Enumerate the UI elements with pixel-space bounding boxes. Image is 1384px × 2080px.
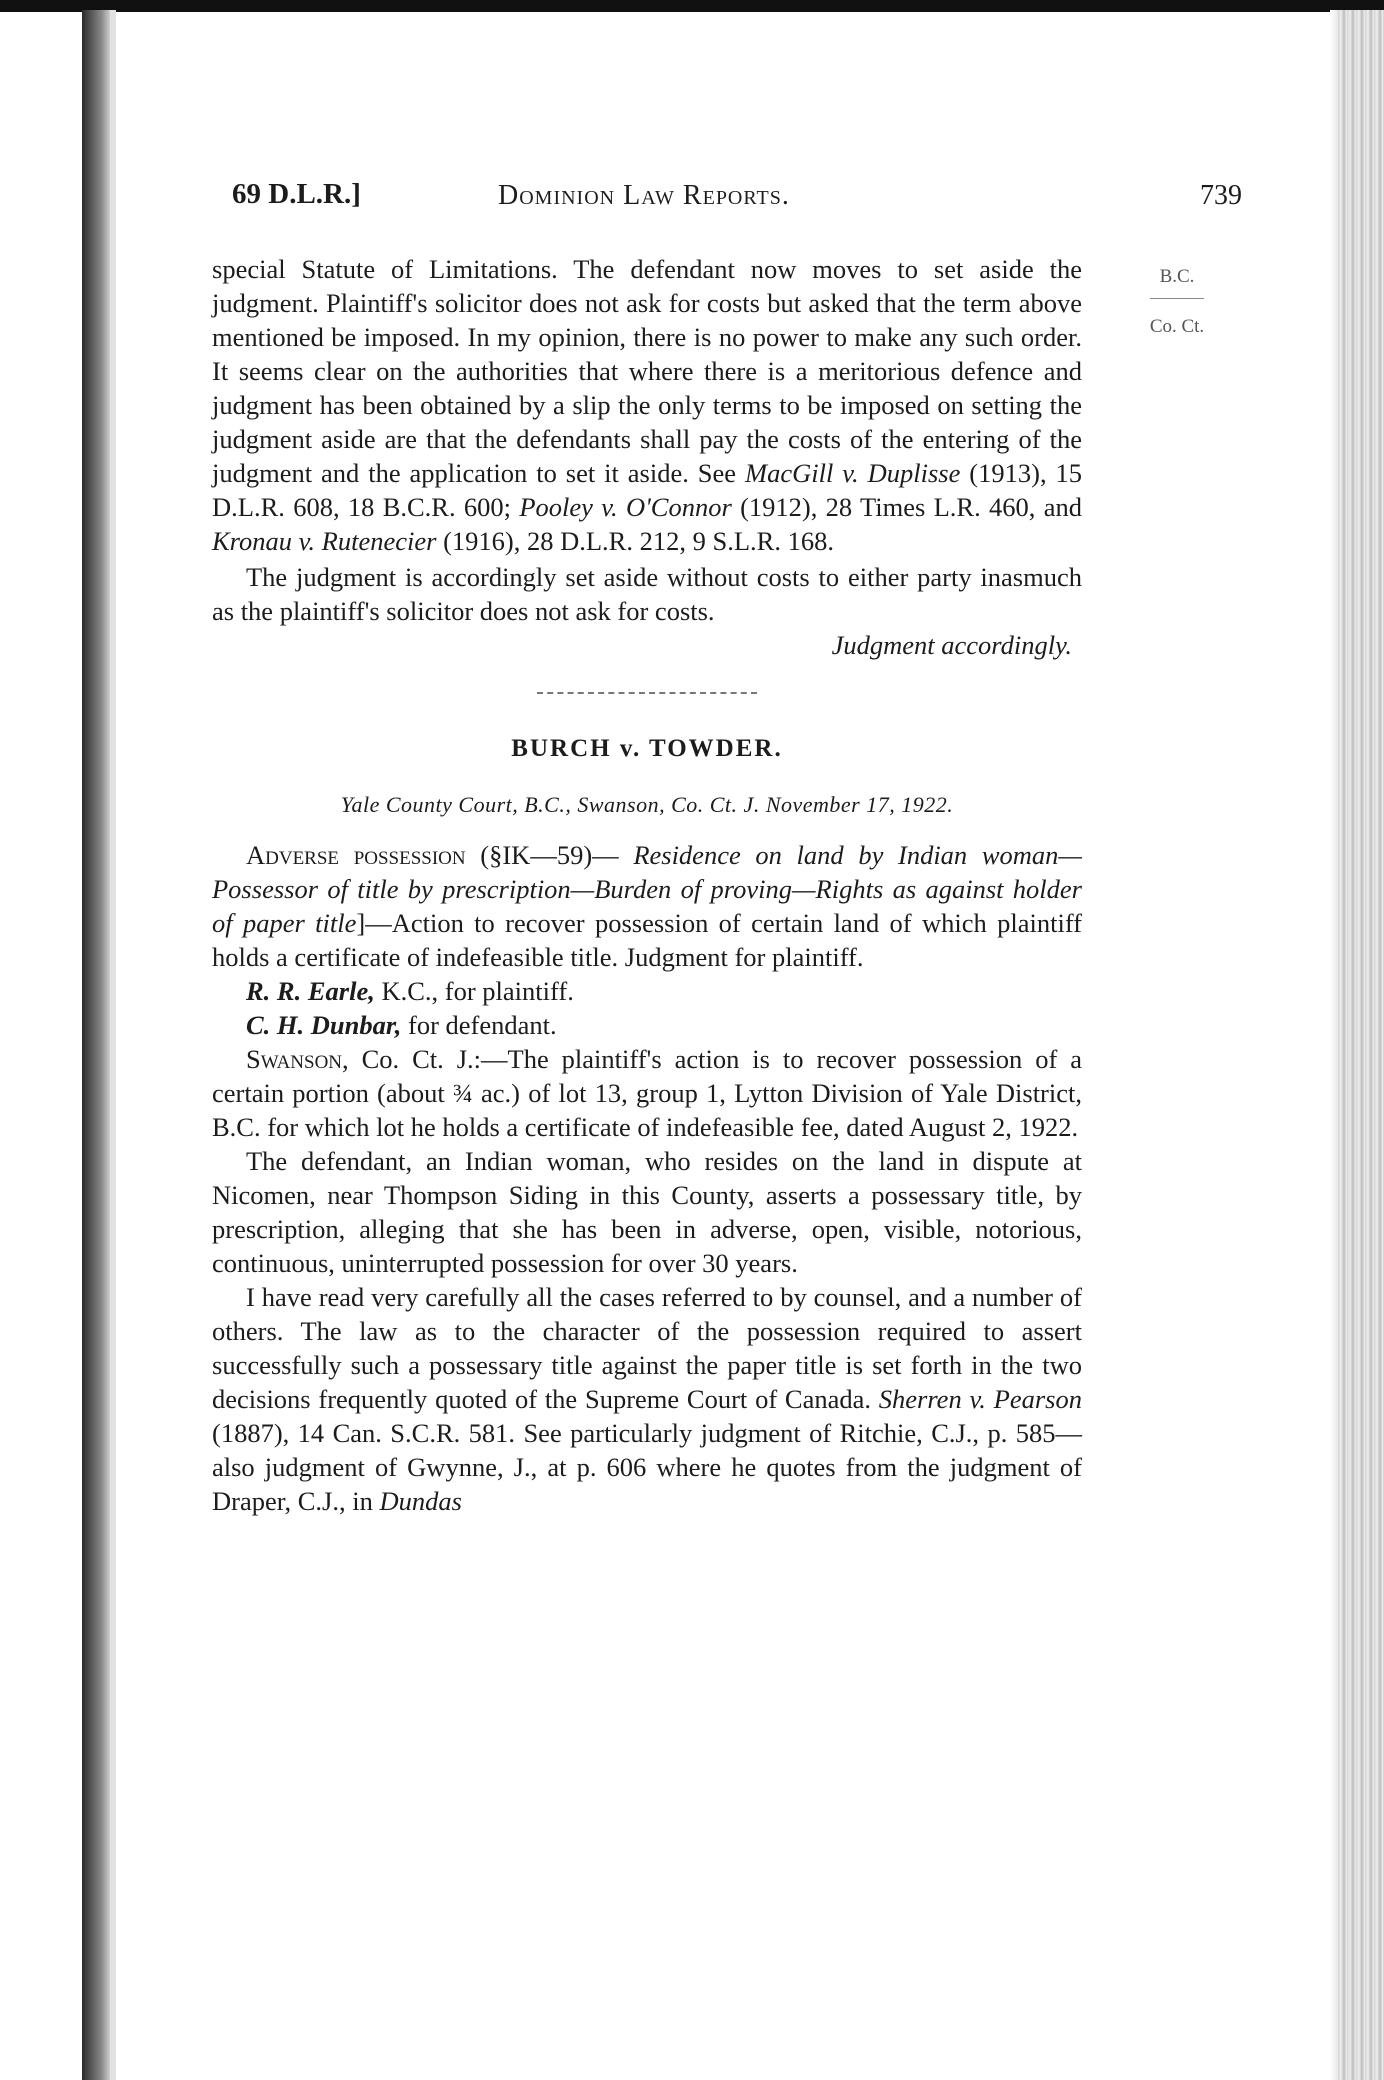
case-separator xyxy=(537,692,757,694)
running-header xyxy=(0,178,1384,228)
page-body xyxy=(212,252,1082,1518)
citation-case-name: Kronau v. Rutenecier xyxy=(212,526,437,556)
scan-page-edges xyxy=(1338,10,1384,2080)
page-number: 739 xyxy=(1200,180,1242,211)
citation-case-name: MacGill v. Duplisse xyxy=(745,458,961,488)
citation-case-name: Sherren v. Pearson xyxy=(878,1384,1082,1414)
prev-case-paragraph xyxy=(212,252,1082,558)
citation-case-name: Dundas xyxy=(379,1486,462,1516)
citation-reference: (1913), 15 D.L.R. 608, 18 B.C.R. 600; xyxy=(212,458,1083,522)
headnote-section: (§IK—59)— xyxy=(465,840,634,870)
scan-page-edge-shadow xyxy=(1330,10,1338,2080)
prev-case-conclusion: The judgment is accordingly set aside without costs to either party inasmuch as the plaintiff's solicitor does not ask for costs. xyxy=(212,562,1082,626)
margin-note-court: Co. Ct. xyxy=(1149,316,1205,337)
judgment-text: (1887), 14 Can. S.C.R. 581. See particularly judgment of Ritchie, C.J., p. 585—also judgment of Gwynne, J., at p. 606 where he quotes from the judgment of Draper, C.J., in xyxy=(212,1418,1082,1516)
judgment-paragraph-defendant: The defendant, an Indian woman, who resides on the land in dispute at Nicomen, near Thompson Siding in this County, asserts a possessary title, by prescription, alleging that she has been in adverse, open, visible, notorious, continuous, uninterrupted possession for over 30 years. xyxy=(212,1146,1082,1278)
counsel-role: for defendant. xyxy=(401,1010,557,1040)
judgment-paragraph-authorities xyxy=(212,1280,1082,1518)
volume-reference: 69 D.L.R.] xyxy=(232,178,361,210)
court-line: Yale County Court, B.C., Swanson, Co. Ct. J. November 17, 1922. xyxy=(340,792,954,817)
counsel-defendant xyxy=(212,1008,1082,1042)
disposition: Judgment accordingly. xyxy=(831,630,1072,660)
scan-top-edge xyxy=(0,0,1384,12)
counsel-name: R. R. Earle, xyxy=(246,976,375,1006)
citation-reference: (1912), 28 Times L.R. 460, and xyxy=(731,492,1082,522)
headnote xyxy=(212,838,1082,974)
counsel-plaintiff xyxy=(212,974,1082,1008)
margin-note-rule xyxy=(1150,298,1204,299)
judgment-opening xyxy=(212,1042,1082,1144)
citation-reference: (1916), 28 D.L.R. 212, 9 S.L.R. 168. xyxy=(436,526,834,556)
case-title: BURCH v. TOWDER. xyxy=(511,735,783,762)
scan-binding-highlight xyxy=(110,10,116,2080)
headnote-catchwords: Residence on land by Indian woman—Possessor of title by prescription—Burden of proving—Rights as against holder of paper title xyxy=(212,840,1082,938)
scan-binding-shadow xyxy=(82,10,110,2080)
counsel-role: K.C., for plaintiff. xyxy=(374,976,574,1006)
prev-case-text: special Statute of Limitations. The defendant now moves to set aside the judgment. Plaintiff's solicitor does not ask for costs but asked that the term above mentioned be imposed. In my opinion, there is no power to make any such order. It seems clear on the authorities that where there is a meritorious defence and judgment has been obtained by a slip the only terms to be imposed on setting the judgment aside are that the defendants shall pay the costs of the entering of the judgment and the application to set it aside. See xyxy=(212,254,1082,488)
counsel-name: C. H. Dunbar, xyxy=(246,1010,402,1040)
judge-name: Swanson, xyxy=(246,1044,349,1074)
citation-case-name: Pooley v. O'Connor xyxy=(519,492,732,522)
margin-note-jurisdiction: B.C. xyxy=(1159,266,1195,287)
headnote-topic: Adverse possession xyxy=(246,840,466,870)
headnote-summary: ]—Action to recover possession of certain land of which plaintiff holds a certificate of indefeasible title. Judgment for plaintiff. xyxy=(212,908,1082,972)
reporter-title: Dominion Law Reports. xyxy=(498,180,790,211)
judgment-text: Co. Ct. J.:—The plaintiff's action is to recover possession of a certain portion (about ¾ ac.) of lot 13, group 1, Lytton Division of Yale District, B.C. for which lot he holds a certificate of indefeasible fee, dated August 2, 1922. xyxy=(212,1044,1082,1142)
judgment-text: I have read very carefully all the cases referred to by counsel, and a number of others. The law as to the character of the possession required to assert successfully such a possessary title against the paper title is set forth in the two decisions frequently quoted of the Supreme Court of Canada. xyxy=(212,1282,1082,1414)
